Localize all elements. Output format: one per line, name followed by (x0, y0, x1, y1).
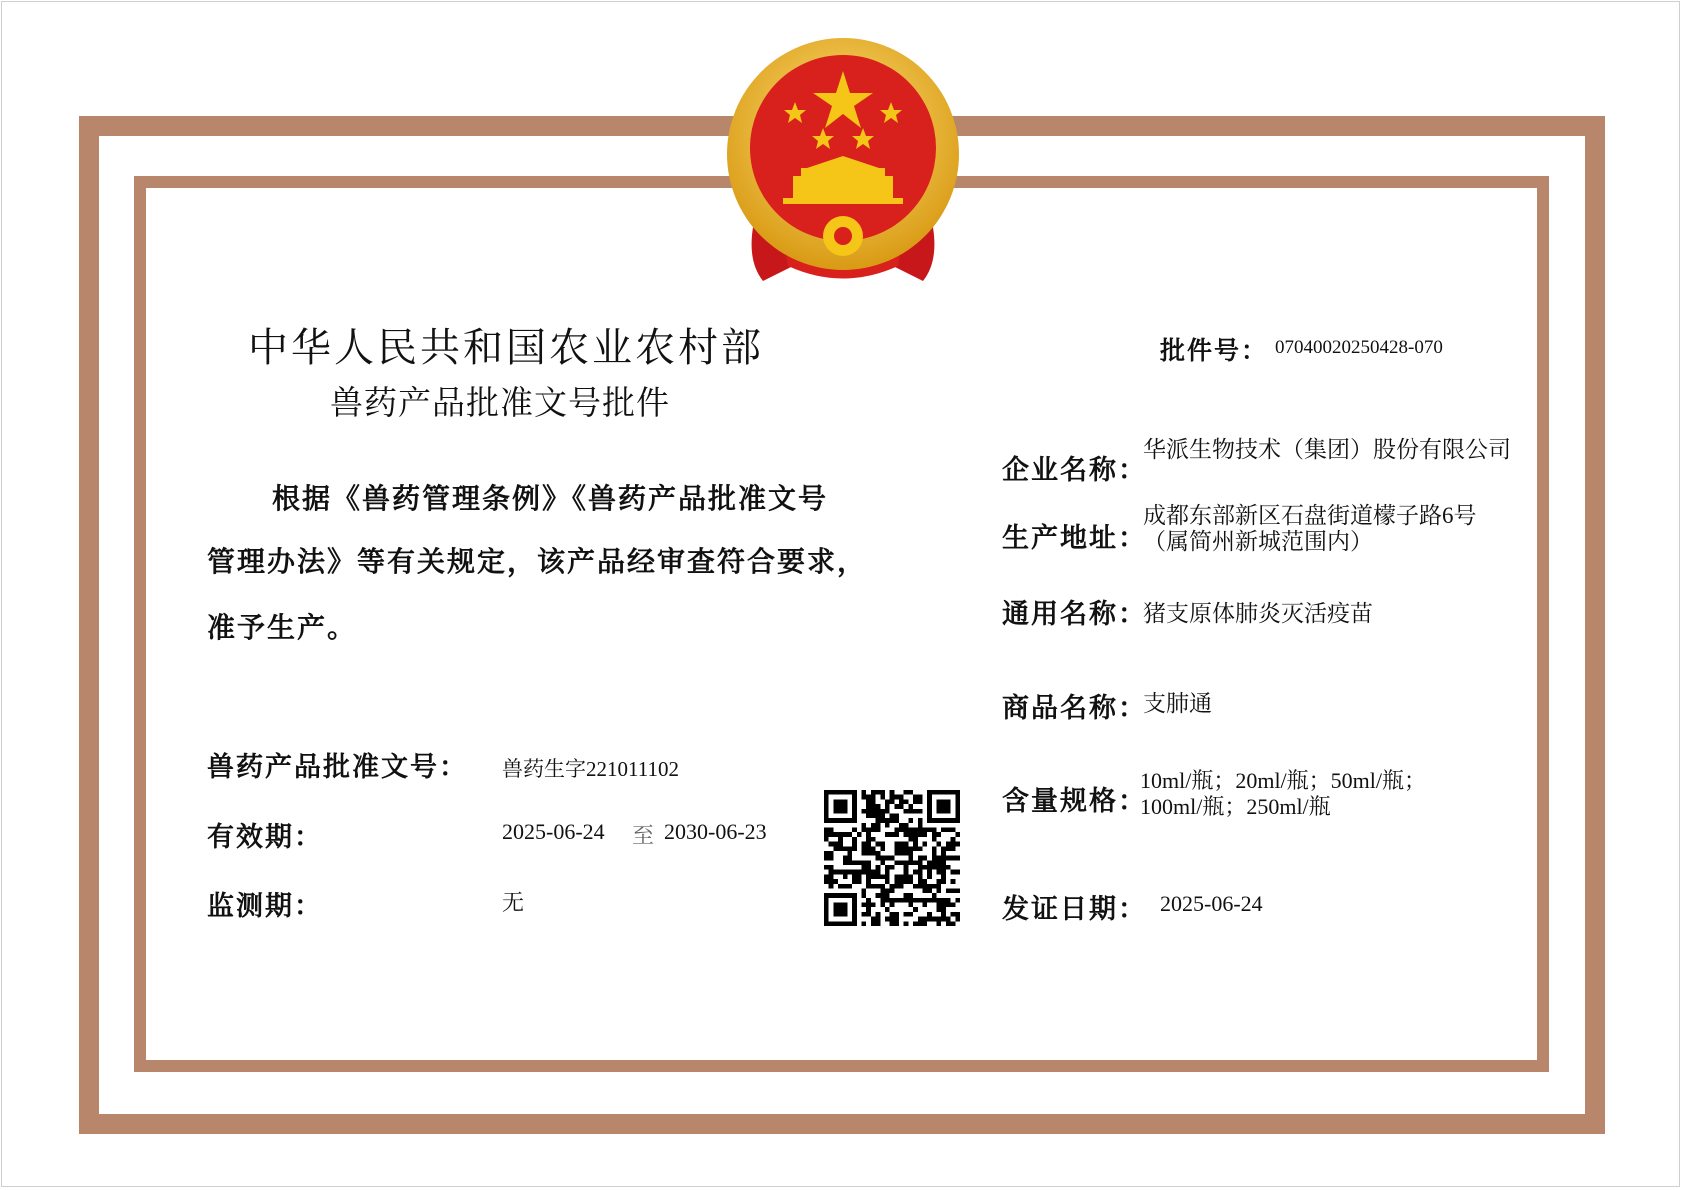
statement-line-3: 准予生产。 (207, 611, 358, 644)
trade-name-label: 商品名称： (1002, 693, 1147, 724)
validity-label: 有效期： (207, 822, 323, 853)
generic-name: 猪支原体肺炎灭活疫苗 (1143, 601, 1373, 626)
monitoring-label: 监测期： (207, 891, 323, 922)
spec-value: 10ml/瓶；20ml/瓶；50ml/瓶；100ml/瓶；250ml/瓶 (1140, 768, 1427, 819)
ministry-title: 中华人民共和国农业农村部 (248, 325, 764, 371)
monitoring-value: 无 (502, 890, 525, 915)
national-emblem-icon (723, 36, 963, 286)
trade-name: 支肺通 (1143, 691, 1212, 716)
address-value: 成都东部新区石盘街道檬子路6号（属简州新城范围内） (1143, 503, 1477, 554)
company-label: 企业名称： (1002, 455, 1147, 486)
approval-no: 07040020250428-070 (1275, 337, 1443, 358)
issue-date: 2025-06-24 (1160, 891, 1263, 916)
spec-label: 含量规格： (1002, 786, 1147, 817)
validity-start: 2025-06-24 (502, 819, 605, 844)
validity-end: 2030-06-23 (664, 819, 767, 844)
company-name: 华派生物技术（集团）股份有限公司 (1143, 437, 1511, 462)
statement-line-2: 管理办法》等有关规定，该产品经审查符合要求， (207, 545, 868, 578)
statement-line-1: 根据《兽药管理条例》《兽药产品批准文号 (272, 482, 829, 515)
issue-date-label: 发证日期： (1002, 894, 1147, 925)
address-label: 生产地址： (1002, 523, 1147, 554)
qr-code-icon[interactable] (824, 790, 960, 926)
approval-number-label: 兽药产品批准文号： (207, 752, 468, 783)
validity-separator: 至 (632, 823, 655, 848)
document-type: 兽药产品批准文号批件 (330, 383, 670, 422)
approval-number: 兽药生字221011102 (502, 757, 679, 781)
generic-name-label: 通用名称： (1002, 599, 1147, 630)
approval-no-label: 批件号： (1160, 336, 1269, 365)
